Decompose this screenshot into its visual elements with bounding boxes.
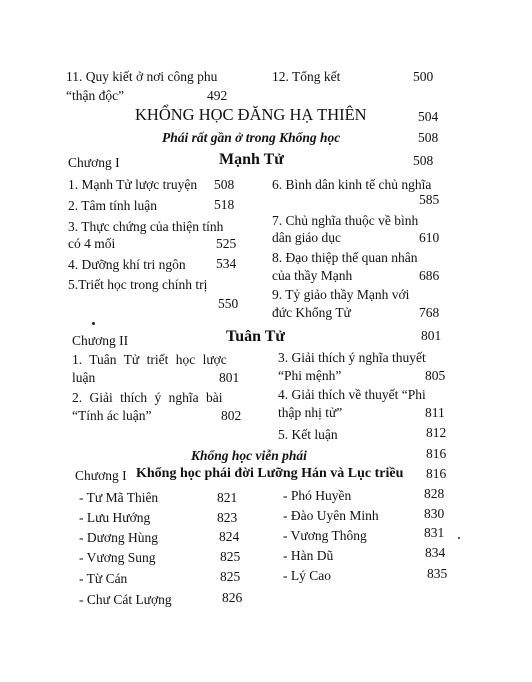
far-left-page-2: 823 [217, 510, 238, 525]
ch2-item-2-line1: 2. Giải thích ý nghĩa bài [72, 390, 223, 405]
ch2-item-4-line2: thập nhị tử” [278, 405, 343, 420]
ch1-item-9-page: 768 [419, 305, 440, 320]
far-right-name-5: - Lý Cao [283, 568, 331, 583]
part-subtitle: Phái rất gần ở trong Khổng học [162, 130, 341, 145]
far-right-name-1: - Phó Huyền [283, 488, 352, 503]
ch2-item-3-page: 805 [425, 368, 446, 383]
far-left-name-6: - Chư Cát Lượng [79, 592, 172, 607]
ch1-item-2: 2. Tâm tính luận [68, 198, 157, 213]
ch2-item-5-page: 812 [426, 425, 447, 440]
toc-item-11-line1: 11. Quy kiết ở nơi công phu [66, 69, 218, 84]
far-right-page-5: 835 [427, 566, 448, 581]
far-left-page-5: 825 [220, 569, 241, 584]
far-right-name-4: - Hàn Dũ [283, 548, 334, 563]
ch2-item-5: 5. Kết luận [278, 427, 338, 442]
ch1-item-7-line1: 7. Chủ nghĩa thuộc về bình [272, 213, 419, 228]
chapter-2-heading: Tuân Tử [226, 328, 285, 345]
toc-item-12-page: 500 [413, 69, 434, 84]
ch1-item-3-line2: có 4 mối [68, 236, 116, 251]
toc-item-12: 12. Tổng kết [272, 69, 341, 84]
ch1-item-9-line1: 9. Tỷ giảo thầy Mạnh với [272, 287, 410, 302]
far-left-page-6: 826 [222, 590, 243, 605]
ch1-item-7-page: 610 [419, 230, 440, 245]
chapter-1-label: Chương I [68, 155, 120, 170]
far-right-page-2: 830 [424, 506, 445, 521]
ch1-item-4: 4. Dưỡng khí tri ngôn [68, 257, 186, 272]
ch1-item-5: 5.Triết học trong chính trị [68, 277, 208, 292]
toc-item-11-page: 492 [207, 88, 228, 103]
ch2-item-2-line2: “Tính ác luận” [72, 408, 152, 423]
far-left-page-1: 821 [217, 490, 238, 505]
far-chapter-1-label: Chương I [75, 468, 127, 483]
ch1-item-7-line2: dân giáo dục [272, 230, 341, 245]
part-title-page: 504 [418, 109, 439, 124]
chapter-2-label: Chương II [72, 333, 129, 348]
ch2-item-4-line1: 4. Giải thích về thuyết “Phi [278, 387, 426, 402]
chapter-1-page: 508 [413, 153, 434, 168]
ch2-item-3-line1: 3. Giải thích ý nghĩa thuyết [278, 350, 426, 365]
far-right-page-1: 828 [424, 486, 445, 501]
chapter-1-heading: Mạnh Tử [219, 151, 284, 168]
ch1-item-8-line2: của thầy Mạnh [272, 268, 353, 283]
ch1-item-9-line2: đức Khổng Tử [272, 305, 351, 320]
far-left-page-4: 825 [220, 549, 241, 564]
part-title: KHỔNG HỌC ĐĂNG HẠ THIÊN [135, 105, 367, 124]
far-chapter-1-heading: Khổng học phái đời Lưỡng Hán và Lục triều [136, 466, 404, 481]
far-right-page-4: 834 [425, 545, 446, 560]
far-school-subtitle: Khổng học viễn phái [191, 448, 307, 463]
far-chapter-1-page: 816 [426, 466, 447, 481]
far-left-page-3: 824 [219, 529, 240, 544]
ch1-item-8-line1: 8. Đạo thiệp thế quan nhân [272, 250, 418, 265]
ch1-item-3-page: 525 [216, 236, 237, 251]
far-left-name-4: - Vương Sung [79, 550, 156, 565]
ch2-item-3-line2: “Phi mệnh” [278, 368, 342, 383]
print-speck [92, 322, 95, 325]
far-left-name-5: - Từ Cán [79, 571, 128, 586]
far-school-subtitle-page: 816 [426, 446, 447, 461]
ch1-item-6: 6. Bình dân kinh tế chủ nghĩa [272, 177, 432, 192]
far-right-name-2: - Đào Uyên Minh [283, 508, 379, 523]
far-left-name-2: - Lưu Hướng [79, 510, 151, 525]
far-right-name-3: - Vương Thông [283, 528, 367, 543]
ch2-item-2-page: 802 [221, 408, 242, 423]
ch1-item-1: 1. Mạnh Tử lược truyện [68, 177, 198, 192]
far-left-name-3: - Dương Hùng [79, 530, 158, 545]
ch1-item-2-page: 518 [214, 197, 235, 212]
ch1-item-5-page: 550 [218, 296, 239, 311]
ch2-item-1-line2: luận [72, 370, 96, 385]
part-subtitle-page: 508 [418, 130, 439, 145]
chapter-2-page: 801 [421, 328, 442, 343]
ch1-item-8-page: 686 [419, 268, 440, 283]
ch1-item-3-line1: 3. Thực chứng của thiện tính [68, 219, 224, 234]
toc-item-11-line2: “thận độc” [66, 88, 125, 103]
print-speck [458, 537, 460, 539]
far-left-name-1: - Tư Mã Thiên [79, 490, 159, 505]
far-right-page-3: 831 [424, 525, 445, 540]
ch1-item-6-page: 585 [419, 192, 440, 207]
ch1-item-4-page: 534 [216, 256, 237, 271]
ch1-item-1-page: 508 [214, 177, 235, 192]
ch2-item-4-page: 811 [425, 405, 445, 420]
ch2-item-1-line1: 1. Tuân Tử triết học lược [72, 352, 227, 367]
ch2-item-1-page: 801 [219, 370, 240, 385]
